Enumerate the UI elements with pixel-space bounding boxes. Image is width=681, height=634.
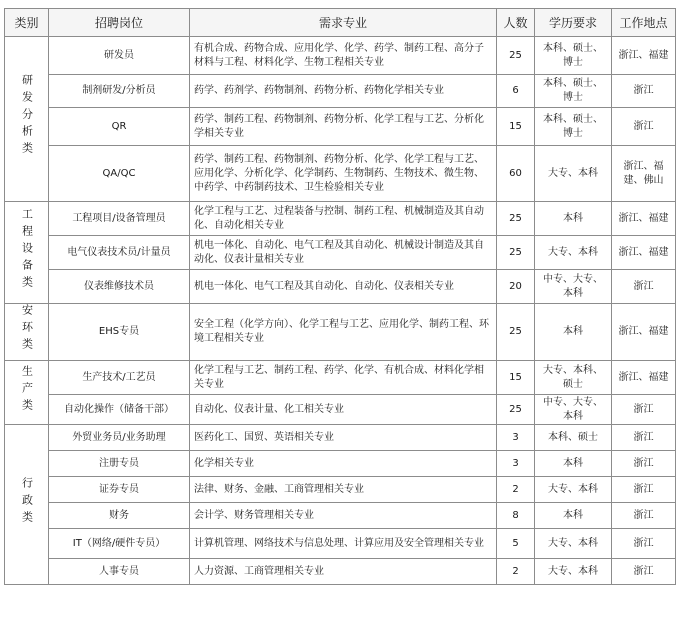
location-cell: 浙江、福建 <box>612 236 676 270</box>
position-cell: QR <box>49 108 190 146</box>
table-row <box>5 361 676 395</box>
category-cell <box>5 304 49 361</box>
table-row <box>5 425 676 451</box>
category-label: 生产类 <box>20 364 34 416</box>
position-cell: 制剂研发/分析员 <box>49 75 190 108</box>
header-category: 类别 <box>5 9 49 37</box>
majors-cell: 机电一体化、自动化、电气工程及其自动化、机械设计制造及其自动化、仪表计量相关专业 <box>190 236 497 270</box>
position-cell: 工程项目/设备管理员 <box>49 202 190 236</box>
position-cell: 电气仪表技术员/计量员 <box>49 236 190 270</box>
majors-cell: 化学相关专业 <box>190 451 497 477</box>
majors-cell: 安全工程（化学方向）、化学工程与工艺、应用化学、制药工程、环境工程相关专业 <box>190 304 497 361</box>
position-cell: 自动化操作（储备干部） <box>49 395 190 425</box>
header-majors: 需求专业 <box>190 9 497 37</box>
count-cell: 3 <box>497 451 535 477</box>
location-cell: 浙江 <box>612 451 676 477</box>
education-cell: 大专、本科 <box>535 559 612 585</box>
education-cell: 大专、本科 <box>535 477 612 503</box>
majors-cell: 药学、药剂学、药物制剂、药物分析、药物化学相关专业 <box>190 75 497 108</box>
recruitment-table <box>4 8 676 585</box>
location-cell: 浙江、福建 <box>612 304 676 361</box>
majors-cell: 机电一体化、电气工程及其自动化、自动化、仪表相关专业 <box>190 270 497 304</box>
majors-cell: 化学工程与工艺、过程装备与控制、制药工程、机械制造及其自动化、自动化相关专业 <box>190 202 497 236</box>
table-body <box>5 37 676 585</box>
count-cell: 15 <box>497 361 535 395</box>
education-cell: 中专、大专、本科 <box>535 395 612 425</box>
position-cell: 财务 <box>49 503 190 529</box>
education-cell: 本科 <box>535 304 612 361</box>
table-row <box>5 559 676 585</box>
table-row <box>5 503 676 529</box>
position-cell: 外贸业务员/业务助理 <box>49 425 190 451</box>
count-cell: 20 <box>497 270 535 304</box>
table-row <box>5 75 676 108</box>
position-cell: QA/QC <box>49 146 190 202</box>
header-row <box>5 9 676 37</box>
majors-cell: 药学、制药工程、药物制剂、药物分析、化学工程与工艺、分析化学相关专业 <box>190 108 497 146</box>
count-cell: 15 <box>497 108 535 146</box>
location-cell: 浙江 <box>612 425 676 451</box>
count-cell: 2 <box>497 559 535 585</box>
location-cell: 浙江、福建 <box>612 361 676 395</box>
majors-cell: 计算机管理、网络技术与信息处理、计算应用及安全管理相关专业 <box>190 529 497 559</box>
position-cell: EHS专员 <box>49 304 190 361</box>
category-cell <box>5 37 49 202</box>
education-cell: 本科 <box>535 451 612 477</box>
location-cell: 浙江 <box>612 395 676 425</box>
header-position: 招聘岗位 <box>49 9 190 37</box>
education-cell: 本科 <box>535 202 612 236</box>
education-cell: 大专、本科 <box>535 236 612 270</box>
location-cell: 浙江 <box>612 529 676 559</box>
majors-cell: 自动化、仪表计量、化工相关专业 <box>190 395 497 425</box>
location-cell: 浙江 <box>612 559 676 585</box>
count-cell: 2 <box>497 477 535 503</box>
table-row <box>5 529 676 559</box>
category-cell <box>5 361 49 425</box>
education-cell: 本科、硕士、博士 <box>535 108 612 146</box>
category-label: 研发分析类 <box>20 74 34 159</box>
location-cell: 浙江 <box>612 75 676 108</box>
table-row <box>5 108 676 146</box>
position-cell: IT（网络/硬件专员） <box>49 529 190 559</box>
table-row <box>5 395 676 425</box>
education-cell: 本科、硕士、博士 <box>535 37 612 75</box>
count-cell: 3 <box>497 425 535 451</box>
position-cell: 仪表维修技术员 <box>49 270 190 304</box>
table-row <box>5 202 676 236</box>
count-cell: 8 <box>497 503 535 529</box>
table-row <box>5 451 676 477</box>
position-cell: 人事专员 <box>49 559 190 585</box>
count-cell: 60 <box>497 146 535 202</box>
count-cell: 25 <box>497 202 535 236</box>
education-cell: 中专、大专、本科 <box>535 270 612 304</box>
location-cell: 浙江、福建、佛山 <box>612 146 676 202</box>
location-cell: 浙江、福建 <box>612 37 676 75</box>
category-cell <box>5 425 49 585</box>
location-cell: 浙江 <box>612 477 676 503</box>
table-row <box>5 37 676 75</box>
majors-cell: 人力资源、工商管理相关专业 <box>190 559 497 585</box>
category-label: 行政类 <box>20 476 34 528</box>
education-cell: 本科、硕士、博士 <box>535 75 612 108</box>
header-location: 工作地点 <box>612 9 676 37</box>
location-cell: 浙江 <box>612 503 676 529</box>
education-cell: 本科、硕士 <box>535 425 612 451</box>
education-cell: 本科 <box>535 503 612 529</box>
category-cell <box>5 202 49 304</box>
majors-cell: 药学、制药工程、药物制剂、药物分析、化学、化学工程与工艺、应用化学、分析化学、化学制药、生物制药、生物技术、微生物、中药学、中药制药技术、卫生检验相关专业 <box>190 146 497 202</box>
majors-cell: 化学工程与工艺、制药工程、药学、化学、有机合成、材料化学相关专业 <box>190 361 497 395</box>
majors-cell: 医药化工、国贸、英语相关专业 <box>190 425 497 451</box>
majors-cell: 有机合成、药物合成、应用化学、化学、药学、制药工程、高分子材料与工程、材料化学、生物工程相关专业 <box>190 37 497 75</box>
position-cell: 生产技术/工艺员 <box>49 361 190 395</box>
position-cell: 注册专员 <box>49 451 190 477</box>
count-cell: 5 <box>497 529 535 559</box>
count-cell: 6 <box>497 75 535 108</box>
location-cell: 浙江 <box>612 270 676 304</box>
education-cell: 大专、本科、硕士 <box>535 361 612 395</box>
count-cell: 25 <box>497 395 535 425</box>
location-cell: 浙江、福建 <box>612 202 676 236</box>
header-education: 学历要求 <box>535 9 612 37</box>
education-cell: 大专、本科 <box>535 529 612 559</box>
category-label: 工程设备类 <box>20 207 34 293</box>
category-label: 安环类 <box>20 304 34 355</box>
table-row <box>5 236 676 270</box>
majors-cell: 法律、财务、金融、工商管理相关专业 <box>190 477 497 503</box>
education-cell: 大专、本科 <box>535 146 612 202</box>
position-cell: 研发员 <box>49 37 190 75</box>
table-row <box>5 477 676 503</box>
position-cell: 证券专员 <box>49 477 190 503</box>
header-count: 人数 <box>497 9 535 37</box>
count-cell: 25 <box>497 37 535 75</box>
table-row <box>5 304 676 361</box>
count-cell: 25 <box>497 304 535 361</box>
location-cell: 浙江 <box>612 108 676 146</box>
table-row <box>5 146 676 202</box>
count-cell: 25 <box>497 236 535 270</box>
table-row <box>5 270 676 304</box>
majors-cell: 会计学、财务管理相关专业 <box>190 503 497 529</box>
